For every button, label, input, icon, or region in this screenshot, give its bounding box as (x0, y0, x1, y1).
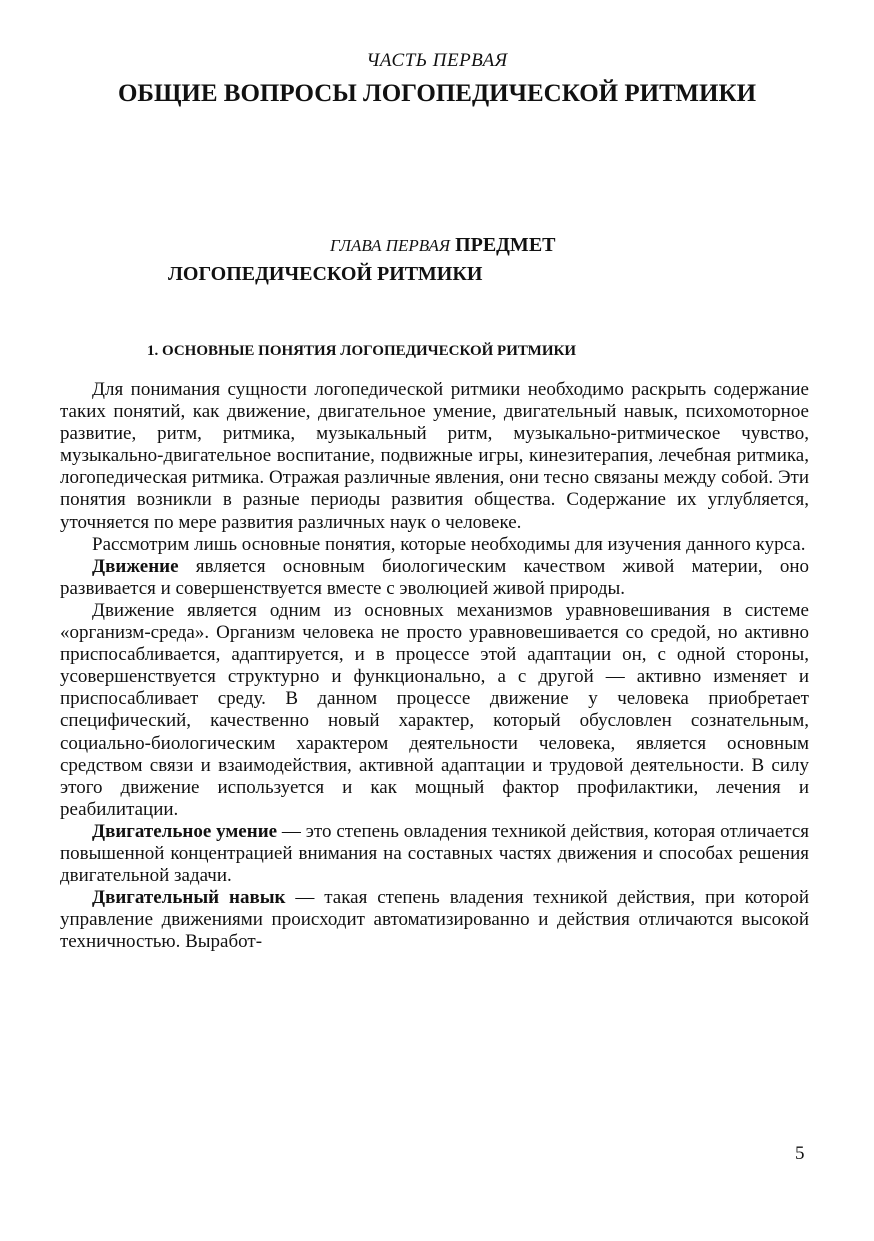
chapter-title-line1: ПРЕДМЕТ (455, 234, 556, 256)
definition-text: является основным биологическим качеством живой материи, оно развивается и совершенствуется вместе с эволюцией живой природы. (60, 555, 809, 599)
paragraph (60, 821, 809, 887)
part-label: ЧАСТЬ ПЕРВАЯ (366, 50, 508, 71)
definition-text: — такая степень владения техникой действия, при которой управление движениями происходит автоматизированно и действия отличаются высокой техничностью. Выработ- (60, 887, 810, 953)
paragraph: Движение является одним из основных механизмов уравновешивания в системе «организм-среда». Организм человека не просто уравновешивается со средой, но активно приспосабливается, адаптируется, и в процессе этой адаптации он, с одной стороны, усовершенствуется структурно и функционально, а с другой — активно изменяет и приспосабливает среду. В данном процессе движение у человека приобретает специфический, качественно новый характер, который обусловлен сознательным, социально-биологическим характером деятельности человека, является основным средством связи и взаимодействия, активной адаптации и трудовой деятельности. В силу этого движение используется и как мощный фактор профилактики, лечения и реабилитации. (60, 599, 809, 820)
section-title: 1. ОСНОВНЫЕ ПОНЯТИЯ ЛОГОПЕДИЧЕСКОЙ РИТМИКИ (147, 343, 577, 359)
definition-text: — это степень овладения техникой действия, которая отличается повышенной концентрацией внимания на составных частях движения и способах решения двигательной задачи. (60, 820, 809, 887)
chapter-heading (330, 234, 556, 257)
term-motor-habit: Двигательный навык (92, 887, 286, 909)
page-number: 5 (795, 1143, 805, 1164)
paragraph (60, 887, 809, 953)
part-title: ОБЩИЕ ВОПРОСЫ ЛОГОПЕДИЧЕСКОЙ РИТМИКИ (117, 80, 757, 107)
paragraph: Для понимания сущности логопедической ритмики необходимо раскрыть содержание таких понятий, как движение, двигательное умение, двигательный навык, психомоторное развитие, ритм, ритмика, музыкальный ритм, музыкально-ритмическое чувство, музыкально-двигательное воспитание, подвижные игры, кинезитерапия, лечебная ритмика, логопедическая ритмика. Отражая различные явления, они тесно связаны между собой. Эти понятия возникли в разные периоды развития общества. Содержание их углубляется, уточняется по мере развития различных наук о человеке. (60, 379, 809, 533)
chapter-label: ГЛАВА ПЕРВАЯ (330, 236, 451, 255)
paragraph (60, 556, 809, 600)
paragraph: Рассмотрим лишь основные понятия, которые необходимы для изучения данного курса. (92, 533, 806, 555)
chapter-title-line2: ЛОГОПЕДИЧЕСКОЙ РИТМИКИ (168, 263, 483, 285)
body-text (60, 379, 809, 953)
term-motor-skill: Двигательное умение (92, 820, 278, 842)
term-movement: Движение (92, 555, 179, 577)
